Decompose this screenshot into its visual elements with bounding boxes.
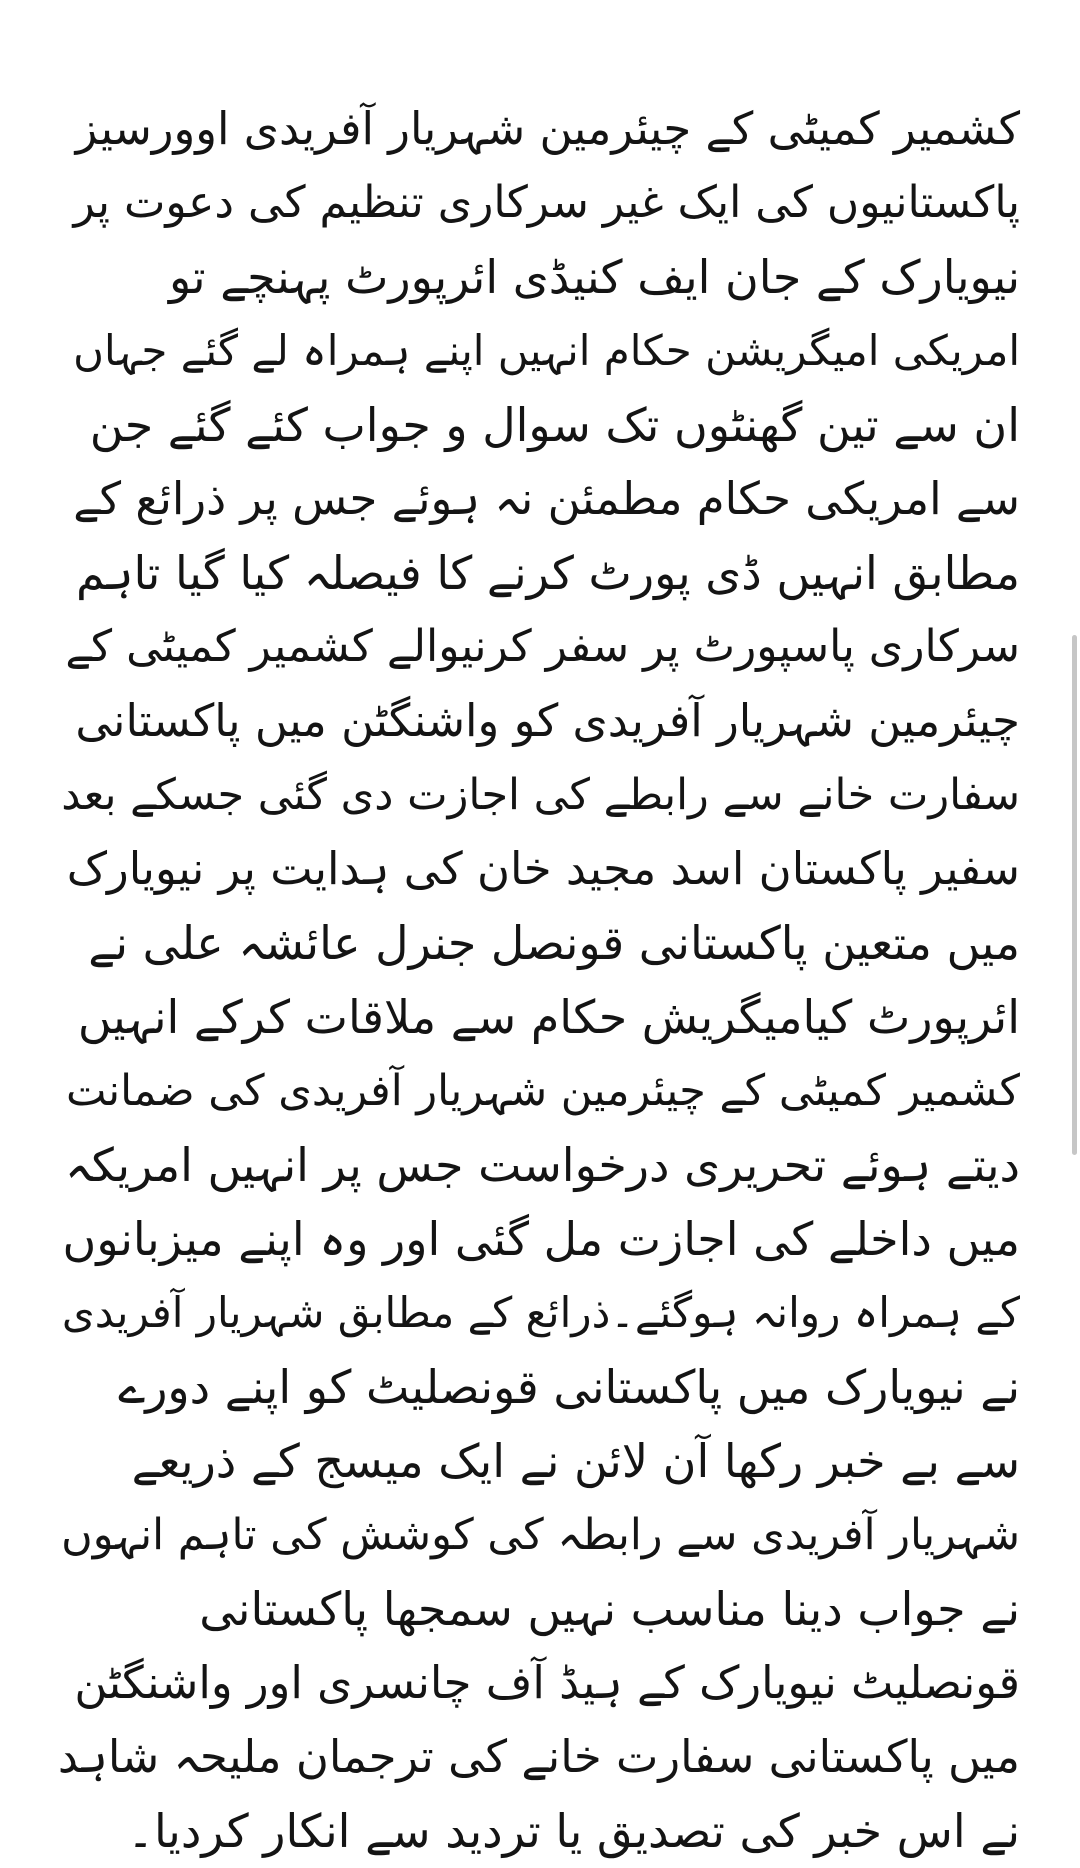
article-line-7: مطابق انہیں ڈی پورٹ کرنے کا فیصلہ کیا گیا تاہم [75, 546, 1020, 600]
article-line-8: سرکاری پاسپورٹ پر سفر کرنیوالے کشمیر کمیٹی کے [65, 621, 1020, 672]
article-line-16: میں داخلے کی اجازت مل گئی اور وہ اپنے میزبانوں [62, 1212, 1020, 1266]
article-line-10: سفارت خانے سے رابطے کی اجازت دی گئی جسکے بعد [61, 770, 1020, 820]
article-line-22: قونصلیٹ نیویارک کے ہیڈ آف چانسری اور واشنگٹن [74, 1656, 1020, 1709]
article-line-24: نے اس خبر کی تصدیق یا تردید سے انکار کردیا۔ [127, 1804, 1020, 1858]
article-line-9: چیئرمین شہریار آفریدی کو واشنگٹن میں پاکستانی [75, 694, 1020, 747]
article-line-6: سے امریکی حکام مطمئن نہ ہوئے جس پر ذرائع کے [73, 472, 1020, 525]
article-line-5: ان سے تین گھنٹوں تک سوال و جواب کئے گئے جن [89, 398, 1020, 452]
article-line-2: پاکستانیوں کی ایک غیر سرکاری تنظیم کی دعوت پر [73, 177, 1020, 228]
article-line-14: کشمیر کمیٹی کے چیئرمین شہریار آفریدی کی ضمانت [65, 1066, 1020, 1116]
article-line-18: نے نیویارک میں پاکستانی قونصلیٹ کو اپنے دورے [118, 1360, 1020, 1414]
article-line-21: نے جواب دینا مناسب نہیں سمجھا پاکستانی [199, 1582, 1020, 1636]
article-line-15: دیتے ہوئے تحریری درخواست جس پر انہیں امریکہ [64, 1138, 1020, 1192]
scrollbar[interactable] [1066, 0, 1080, 1847]
article-line-19: سے بے خبر رکھا آن لائن نے ایک میسج کے ذریعے [131, 1434, 1020, 1488]
article-line-11: سفیر پاکستان اسد مجید خان کی ہدایت پر نیویارک [66, 842, 1020, 895]
article-line-13: ائرپورٹ کیامیگریش حکام سے ملاقات کرکے انہیں [77, 990, 1020, 1044]
article-line-4: امریکی امیگریشن حکام انہیں اپنے ہمراہ لے گئے جہاں [73, 326, 1020, 375]
article-line-20: شہریار آفریدی سے رابطہ کی کوشش کی تاہم انہوں [61, 1510, 1020, 1560]
article-line-1: کشمیر کمیٹی کے چیئرمین شہریار آفریدی اوورسیز [75, 102, 1020, 155]
article-line-17: کے ہمراہ روانہ ہوگئے۔ذرائع کے مطابق شہریار آفریدی [61, 1288, 1020, 1337]
article-text [56, 92, 1020, 1868]
article-line-12: میں متعین پاکستانی قونصل جنرل عائشہ علی نے [88, 916, 1020, 970]
article-line-3: نیویارک کے جان ایف کنیڈی ائرپورٹ پہنچے تو [169, 250, 1020, 304]
scrollbar-thumb[interactable] [1072, 635, 1077, 1155]
article-line-23: میں پاکستانی سفارت خانے کی ترجمان ملیحہ شاہد [57, 1730, 1020, 1783]
